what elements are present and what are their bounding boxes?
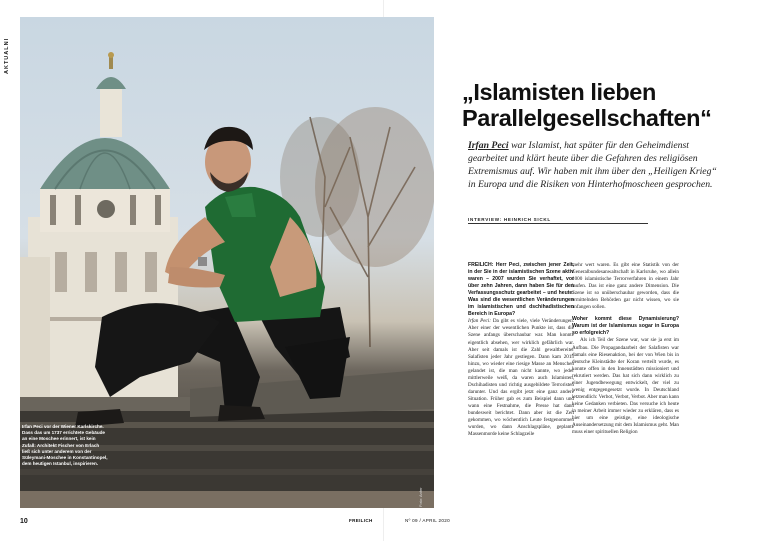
question-2: Woher kommt diese Dynamisierung? Warum ist der Islamismus sogar in Europa so erfolgreich? xyxy=(572,316,679,337)
section-label: AKTUALNI xyxy=(4,37,10,74)
answer-1 xyxy=(468,318,574,438)
lede-name: Irfan Peci xyxy=(468,140,509,151)
answer-2: Als ich Teil der Szene war, war sie ja erst im Aufbau. Die Propagandaarbeit der Salafisten war damals eine Riesenaktion, bei der von Wien bis in deutsche Kleinstädte der Koran verteilt wurde, es konnte offen in den Innenstädten missioniert und rekrutiert werden. Das hat sich dann wirklich zu einer Jugendbewegung entwickelt, der viel zu wenig entgegengesetzt wurde. In Deutschland letztendlich: Verbot, Verbot, Verbot. Aber man kann keine Gedanken verbieten. Das versuche ich heute in meiner Arbeit immer wieder zu erklären, dass es hier um eine geistige, eine ideologische Auseinandersetzung mit dem Islamismus geht. Man muss einer spirituellen Religion xyxy=(572,337,679,436)
body-column-1 xyxy=(468,262,574,438)
magazine-name: FREILICH xyxy=(349,518,373,523)
answer-1-speaker: Irfan Peci: xyxy=(468,318,491,325)
answer-1-text: Da gibt es viele, viele Veränderungen. Aber einer der wesentlichen Punkte ist, dass die Szene anfangs überschaubar war. Man konnte eigentlich absehen, wer wirklich gefährlich war. Aber seit damals ist die Zahl gewaltbereiter Salafisten jeder Jahr gestiegen. Dann kam 2015 hinzu, wo wieder eine riesige Masse an Menschen gelandet ist, die man nicht kannte, wo jeder mittlerweile weiß, da waren auch Islamisten, Dschihadisten und richtig ausgebildete Terroristen darunter. Und das ergibt jetzt eine ganz andere Situation. Früher gab es zum Beispiel dann und wann eine Festnahme, die Presse hat dann bundesweit berichtet. Dann aber ist die Zeit gekommen, wo wöchentlich Leute festgenommen wurden, wo dann Anschlagspläne, geplante Massenmorde keine Schlagzeile xyxy=(468,318,574,438)
photo-credit: Foto: Anfer xyxy=(418,487,423,507)
page-number: 10 xyxy=(20,518,28,525)
question-1: FREILICH: Herr Peci, zwischen jener Zeit, in der Sie in der islamistischen Szene aktiv waren – 2007 wurden Sie verhaftet, vor über zehn Jahren, dann haben Sie für den Verfassungsschutz gearbeitet – und heute: Was sind die wesentlichen Veränderungen im islamistischen und dschihadistischen Bereich in Europa? xyxy=(468,262,574,318)
issue-info: Nº 09 / APRIL 2020 xyxy=(405,518,450,523)
article-headline: „Islamisten lieben Parallelgesellschaften“ xyxy=(462,79,712,131)
photo-caption: Irfan Peci vor der Wiener Karlskirche. Dass das um 1737 errichtete Gebäude an eine Moschee erinnert, ist kein Zufall: Architekt Fischer von Erlach ließ sich unter anderem von der Süleymani-Moschee in Konstantinopel, dem heutigen Istanbul, inspirieren. xyxy=(22,424,108,467)
body-column-2 xyxy=(572,262,679,436)
answer-1-continued: mehr wert waren. Es gibt eine Statistik von der Generalbundesanwaltschaft in Karlsruhe, wo allein 1000 islamistische Terrorverfahren in einem Jahr laufen. Das ist eine ganz andere Dimension. Die Szene ist so unüberschaubar geworden, dass die ermittelnden Behörden gar nicht wissen, wo sie anfangen sollen. xyxy=(572,262,679,311)
lede-text: war Islamist, hat später für den Geheimdienst gearbeitet und klärt heute über die Gefahren des religiösen Extremismus auf. Wir haben mit ihm über den „Heiligen Krieg“ in Europa und die Risiken von Hinterhofmoscheen gesprochen. xyxy=(468,140,717,190)
article-lede xyxy=(468,140,718,192)
article-byline: INTERVIEW: HEINRICH SICKL xyxy=(468,217,648,224)
